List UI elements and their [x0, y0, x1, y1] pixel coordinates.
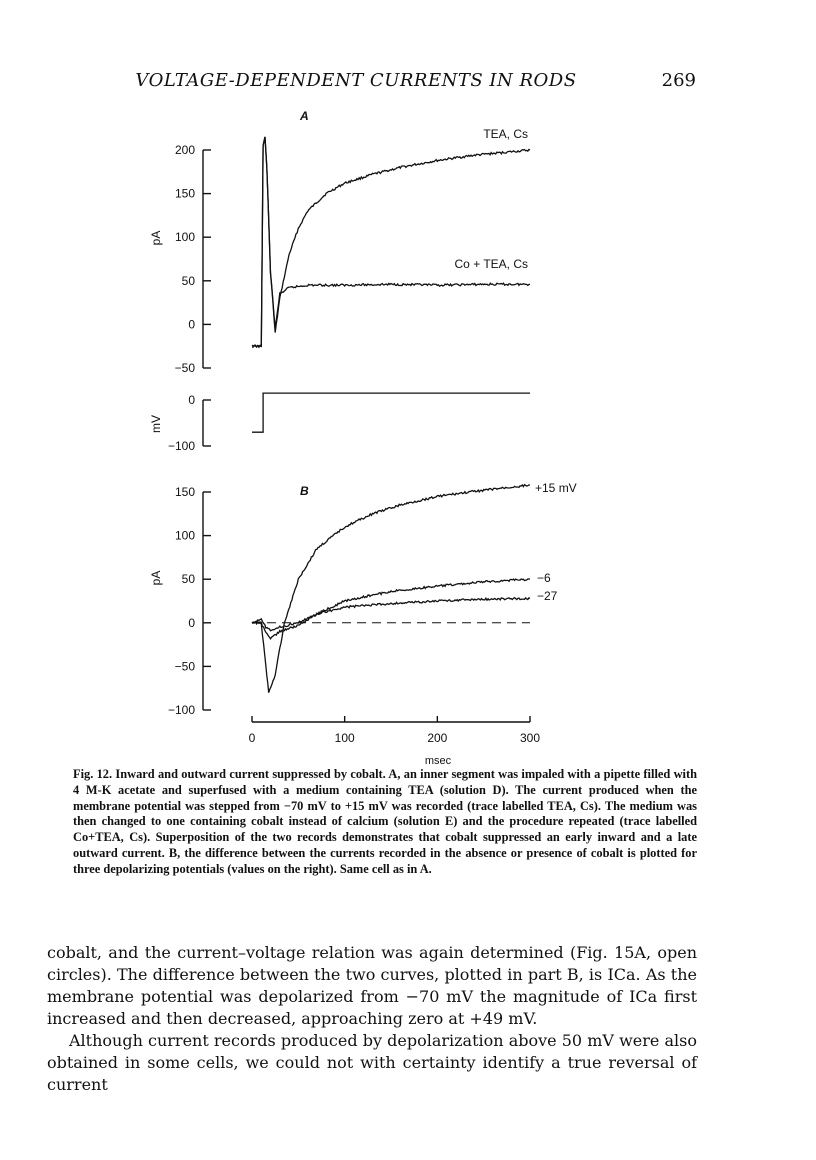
y-tick-label: 0 — [188, 317, 195, 332]
y-tick-label: 100 — [174, 230, 195, 245]
caption-fig-label: Fig. 12. — [73, 767, 113, 781]
caption-text: Inward and outward current suppressed by cobalt. A, an inner segment was impaled with a pipette filled with 4 M-K acetate and superfused with a medium containing TEA (solution D). The current produced when the membrane potential was stepped from −70 mV to +15 mV was recorded (trace labelled TEA, Cs). The medium was then changed to one containing cobalt instead of calcium (solution E) and the procedure repeated (trace labelled Co+TEA, Cs). Superposition of the two records demonstrates that cobalt suppressed an early inward and a late outward current. B, the difference between the currents recorded in the absence or presence of cobalt is plotted for three depolarizing potentials (values on the right). Same cell as in A. — [73, 767, 697, 876]
trace-label: +15 mV — [535, 481, 577, 495]
figure-axes — [203, 150, 530, 722]
trace-2-1 — [252, 579, 530, 639]
panel-label: A — [300, 109, 309, 123]
y-tick-label: 200 — [174, 143, 195, 157]
figure-traces — [252, 137, 530, 693]
y-tick-label: 0 — [188, 615, 195, 630]
y-axis-label: mV — [149, 415, 163, 433]
body-paragraph-1: cobalt, and the current–voltage relation was again determined (Fig. 15A, open circles). The difference between the two curves, plotted in part B, is ICa. As the membrane potential was depolarized from −70 mV the magnitude of ICa first increased and then decreased, approaching zero at +49 mV. — [47, 943, 697, 1028]
trace-0-0 — [252, 137, 530, 347]
trace-label: Co + TEA, Cs — [454, 257, 528, 271]
y-tick-label: −100 — [167, 439, 195, 453]
y-tick-label: −100 — [167, 703, 195, 717]
y-tick-label: 50 — [181, 572, 195, 587]
y-tick-label: 100 — [174, 528, 195, 543]
trace-1-0 — [252, 393, 530, 432]
y-tick-label: 150 — [174, 485, 195, 499]
x-tick-label: 100 — [334, 731, 355, 745]
page-number: 269 — [661, 70, 696, 91]
y-tick-label: −50 — [174, 361, 195, 375]
trace-label: TEA, Cs — [483, 127, 528, 141]
trace-label: −27 — [537, 589, 558, 603]
y-tick-label: −50 — [174, 659, 195, 674]
y-tick-label: 150 — [174, 186, 195, 201]
figure-caption — [73, 767, 697, 878]
trace-2-0 — [252, 485, 530, 693]
y-axis-label: pA — [149, 230, 163, 246]
y-axis-label: pA — [149, 570, 163, 586]
x-axis-label: msec — [424, 755, 452, 767]
figure-labels — [149, 109, 577, 767]
body-text — [47, 942, 697, 1096]
x-tick-label: 0 — [248, 731, 256, 745]
trace-label: −6 — [537, 571, 551, 585]
x-tick-label: 200 — [427, 731, 448, 745]
x-tick-label: 300 — [519, 731, 541, 745]
panel-label: B — [300, 484, 309, 498]
body-paragraph-2: Although current records produced by depolarization above 50 mV were also obtained in some cells, we could not with certainty identify a true reversal of current — [47, 1031, 697, 1094]
running-title: VOLTAGE-DEPENDENT CURRENTS IN RODS — [135, 70, 577, 91]
y-tick-label: 0 — [188, 393, 195, 407]
y-tick-label: 50 — [181, 273, 195, 288]
